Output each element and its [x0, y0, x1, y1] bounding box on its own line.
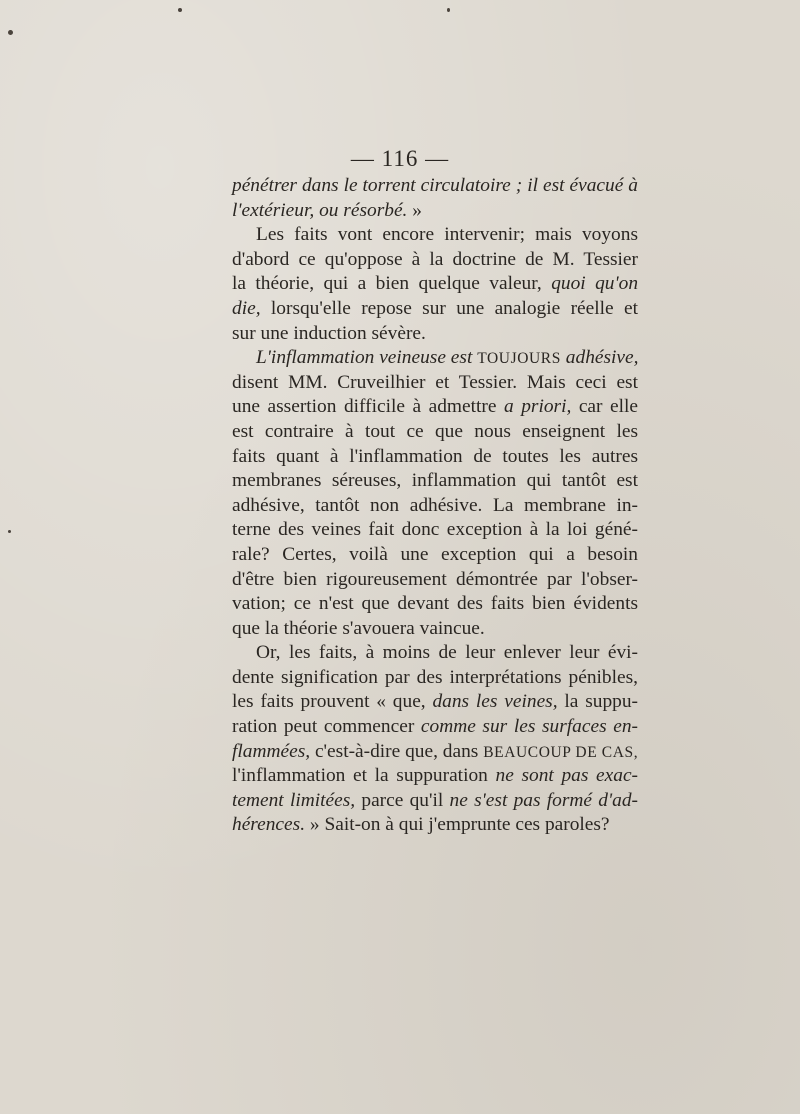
text-segment: faits quant à l'inflammation de toutes les autres: [232, 445, 638, 467]
text-line: [232, 297, 638, 322]
text-line: [232, 272, 638, 297]
text-segment: Or, les faits, à moins de leur enlever leur évi-: [256, 642, 638, 664]
text-line: [232, 199, 638, 224]
text-segment: la théorie, qui a bien quelque valeur,: [232, 273, 552, 295]
text-line: [232, 715, 638, 740]
text-segment: die,: [232, 297, 261, 319]
text-line: [232, 322, 638, 347]
text-segment: ration peut commencer: [232, 716, 421, 738]
body-text: [232, 174, 638, 838]
text-segment: d'abord ce qu'oppose à la doctrine de M. Tessier: [232, 248, 638, 270]
text-segment: adhésive,: [560, 347, 639, 369]
text-line: [232, 789, 638, 814]
text-line: [232, 395, 638, 420]
text-segment: flammées,: [232, 740, 311, 762]
text-line: [232, 641, 638, 666]
text-segment: car elle: [571, 396, 639, 418]
text-segment: Les faits vont encore intervenir; mais voyons: [256, 224, 638, 246]
text-segment: parce qu'il: [355, 789, 450, 811]
text-segment: tement limitées,: [232, 789, 356, 811]
text-segment: terne des veines fait donc exception à la loi géné-: [232, 519, 638, 541]
text-line: [232, 346, 638, 371]
text-segment: vation; ce n'est que devant des faits bien évidents: [232, 593, 638, 615]
text-line: [232, 592, 638, 617]
text-segment: disent MM. Cruveilhier et Tessier. Mais ceci est: [232, 371, 638, 393]
text-segment: comme sur les surfaces en-: [420, 716, 638, 738]
text-segment: les faits prouvent « que,: [232, 691, 433, 713]
text-line: [232, 543, 638, 568]
text-line: [232, 617, 638, 642]
text-segment: BEAUCOUP DE CAS,: [483, 743, 639, 761]
text-segment: ne s'est pas formé d'ad-: [449, 789, 638, 811]
text-segment: que la théorie s'avouera vaincue.: [232, 617, 485, 639]
text-line: [232, 174, 638, 199]
text-segment: L'inflammation veineuse est: [256, 347, 478, 369]
text-line: [232, 813, 638, 838]
text-line: [232, 445, 638, 470]
text-segment: est contraire à tout ce que nous enseignent les: [232, 420, 638, 442]
text-segment: ne sont pas exac-: [495, 765, 639, 787]
text-segment: la suppu-: [557, 691, 638, 713]
text-segment: a priori,: [503, 396, 572, 418]
text-line: [232, 666, 638, 691]
text-segment: rale? Certes, voilà une exception qui a besoin: [232, 543, 638, 565]
text-segment: l'inflammation et la suppuration: [232, 765, 496, 787]
ink-speck: [447, 8, 450, 12]
text-line: [232, 764, 638, 789]
text-segment: »: [407, 199, 422, 221]
text-line: [232, 248, 638, 273]
text-segment: dans les veines,: [432, 691, 558, 713]
text-line: [232, 371, 638, 396]
text-segment: une assertion difficile à admettre: [232, 396, 504, 418]
text-segment: » Sait-on à qui j'emprunte ces paroles?: [305, 814, 610, 836]
text-segment: pénétrer dans le torrent circulatoire ; il est évacué à: [232, 175, 638, 196]
text-segment: d'être bien rigoureusement démontrée par l'obser-: [232, 568, 638, 590]
text-segment: dente signification par des interprétations pénibles,: [232, 666, 638, 688]
ink-speck: [8, 530, 11, 533]
text-line: [232, 420, 638, 445]
text-line: [232, 568, 638, 593]
text-line: [232, 518, 638, 543]
text-segment: adhésive, tantôt non adhésive. La membrane in-: [232, 494, 638, 516]
ink-speck: [8, 30, 13, 35]
text-line: [232, 469, 638, 494]
text-line: [232, 223, 638, 248]
text-segment: l'extérieur, ou résorbé.: [232, 199, 408, 221]
ink-speck: [178, 8, 182, 12]
text-line: [232, 740, 638, 765]
text-segment: hérences.: [232, 814, 306, 836]
text-segment: sur une induction sévère.: [232, 322, 426, 344]
text-segment: lorsqu'elle repose sur une analogie réelle et: [260, 297, 638, 319]
text-segment: c'est-à-dire que, dans: [310, 740, 484, 762]
text-line: [232, 494, 638, 519]
text-segment: membranes séreuses, inflammation qui tantôt est: [232, 470, 638, 492]
text-line: [232, 690, 638, 715]
text-segment: quoi qu'on: [551, 273, 639, 295]
text-segment: TOUJOURS: [477, 350, 561, 368]
page-number: — 116 —: [350, 146, 450, 171]
